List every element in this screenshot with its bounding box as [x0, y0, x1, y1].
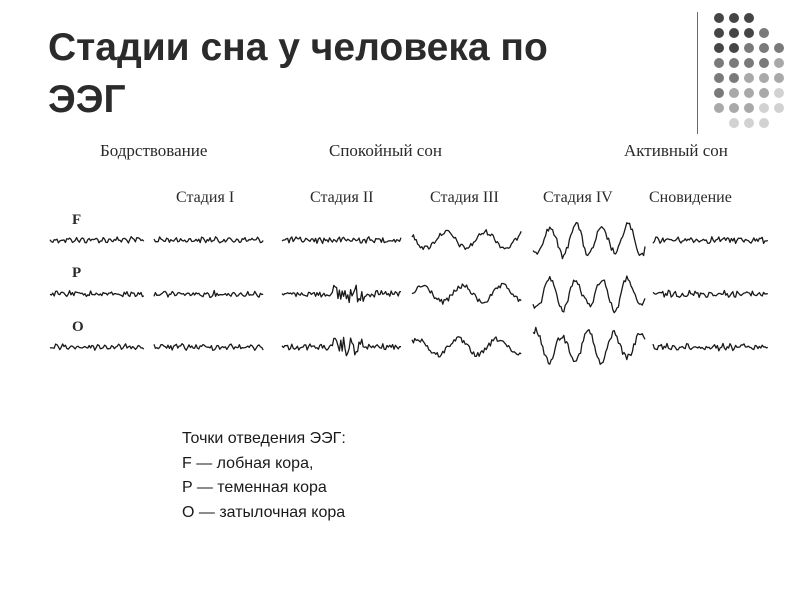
eeg-trace-o-dream	[653, 344, 768, 351]
decorative-dot	[714, 58, 724, 68]
eeg-trace-o-stage4	[533, 327, 645, 364]
eeg-trace-o-stage2	[282, 337, 401, 355]
eeg-trace-f-stage4	[533, 223, 645, 259]
eeg-trace-p-wake	[50, 291, 144, 297]
decorative-dot	[774, 103, 784, 113]
eeg-trace-p-stage2	[282, 285, 401, 302]
decorative-dot	[774, 88, 784, 98]
eeg-trace-o-stage3	[412, 337, 521, 357]
eeg-figure	[40, 128, 780, 378]
eeg-trace-o-stage1	[154, 344, 263, 351]
decorative-dot	[714, 28, 724, 38]
decorative-dot	[714, 103, 724, 113]
decorative-dot-grid	[713, 12, 797, 132]
eeg-trace-f-stage2	[282, 237, 401, 244]
decorative-dot	[774, 43, 784, 53]
decorative-dot	[714, 73, 724, 83]
decorative-dot	[729, 13, 739, 23]
lead-label-o: O	[72, 319, 84, 335]
decorative-dot	[759, 88, 769, 98]
stage-label-2: Стадия II	[310, 189, 374, 206]
eeg-trace-f-wake	[50, 237, 144, 243]
eeg-trace-p-dream	[653, 290, 768, 297]
eeg-trace-p-stage3	[412, 284, 521, 305]
decorative-dot	[744, 103, 754, 113]
legend-item-f: F — лобная кора,	[182, 454, 314, 472]
legend-item-o: O — затылочная кора	[182, 503, 346, 521]
eeg-traces	[50, 223, 768, 365]
decorative-dot	[744, 73, 754, 83]
group-label-active-sleep: Активный сон	[624, 141, 728, 160]
decorative-dot	[759, 58, 769, 68]
eeg-trace-f-dream	[653, 237, 768, 244]
decorative-dot	[729, 103, 739, 113]
decorative-dot	[729, 118, 739, 128]
decorative-dot	[759, 28, 769, 38]
legend-item-p: P — теменная кора	[182, 479, 327, 496]
eeg-trace-f-stage3	[412, 230, 521, 250]
decorative-dot	[714, 43, 724, 53]
decorative-dot	[774, 58, 784, 68]
eeg-trace-f-stage1	[154, 237, 263, 243]
decorative-dot	[744, 28, 754, 38]
eeg-trace-p-stage4	[533, 276, 645, 313]
decorative-dot	[759, 73, 769, 83]
decorative-dot	[729, 43, 739, 53]
decorative-dot	[729, 58, 739, 68]
decorative-dot	[759, 103, 769, 113]
slide-title	[48, 22, 648, 126]
decorative-dot	[729, 73, 739, 83]
legend-heading: Точки отведения ЭЭГ:	[182, 430, 346, 447]
decorative-dot	[744, 58, 754, 68]
group-label-quiet-sleep: Спокойный сон	[329, 141, 442, 160]
stage-label-4: Стадия IV	[543, 189, 613, 206]
group-label-wakefulness: Бодрствование	[100, 141, 208, 160]
lead-label-p: P	[72, 265, 82, 281]
slide-title-line-2: ЭЭГ	[48, 78, 126, 121]
lead-label-f: F	[72, 212, 82, 228]
stage-label-1: Стадия I	[176, 189, 235, 206]
eeg-lead-legend	[182, 427, 346, 525]
decorative-dot	[744, 118, 754, 128]
decorative-dot	[729, 28, 739, 38]
decorative-dot	[744, 88, 754, 98]
slide-title-line-1: Стадии сна у человека по	[48, 26, 548, 69]
decorative-dot	[774, 73, 784, 83]
decorative-dot	[759, 118, 769, 128]
stage-label-dreaming: Сновидение	[649, 189, 732, 206]
stage-label-3: Стадия III	[430, 189, 499, 206]
title-divider-line	[697, 12, 698, 134]
decorative-dot	[714, 13, 724, 23]
decorative-dot	[759, 43, 769, 53]
eeg-trace-o-wake	[50, 344, 144, 350]
decorative-dot	[744, 13, 754, 23]
decorative-dot	[714, 88, 724, 98]
decorative-dot	[744, 43, 754, 53]
eeg-trace-p-stage1	[154, 291, 263, 298]
decorative-dot	[729, 88, 739, 98]
